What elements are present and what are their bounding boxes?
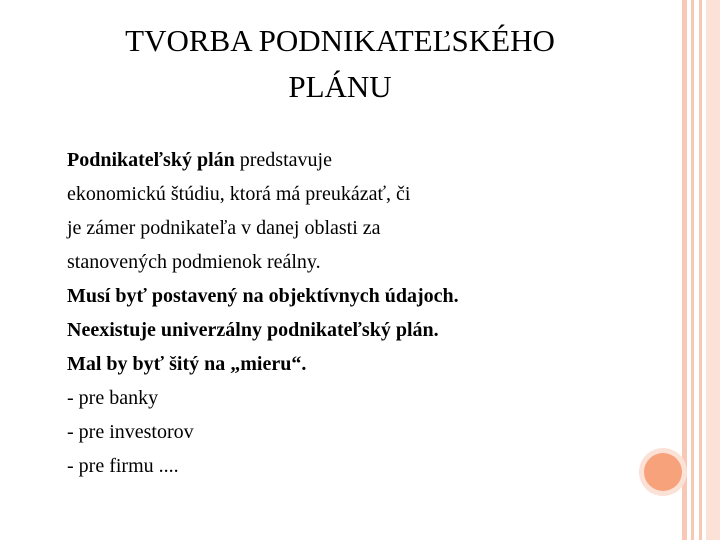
body-bold-line: Neexistuje univerzálny podnikateľský plán. bbox=[67, 319, 439, 341]
body-bold-line: Musí byť postavený na objektívnych údajoch. bbox=[67, 285, 459, 307]
list-item: - pre banky bbox=[67, 387, 159, 409]
slide-title-line: PLÁNU bbox=[288, 69, 392, 104]
decorative-border-stripe bbox=[706, 0, 720, 540]
decorative-border-stripe bbox=[691, 0, 694, 540]
body-bold-line: Mal by byť šitý na „mieru“. bbox=[67, 353, 307, 375]
slide-body bbox=[67, 143, 627, 483]
list-item: - pre investorov bbox=[67, 421, 194, 443]
body-line: je zámer podnikateľa v danej oblasti za bbox=[67, 217, 381, 239]
decorative-circle-icon bbox=[639, 448, 687, 496]
body-line: ekonomickú štúdiu, ktorá má preukázať, či bbox=[67, 183, 411, 205]
body-text-fragment: predstavuje bbox=[234, 149, 332, 171]
decorative-border-stripe bbox=[699, 0, 702, 540]
body-line: stanovených podmienok reálny. bbox=[67, 251, 321, 273]
slide-title-line: TVORBA PODNIKATEĽSKÉHO bbox=[125, 23, 555, 58]
slide-title bbox=[40, 18, 640, 110]
list-item: - pre firmu .... bbox=[67, 455, 179, 477]
body-bold-term: Podnikateľský plán bbox=[67, 149, 235, 171]
body-line bbox=[67, 143, 627, 177]
